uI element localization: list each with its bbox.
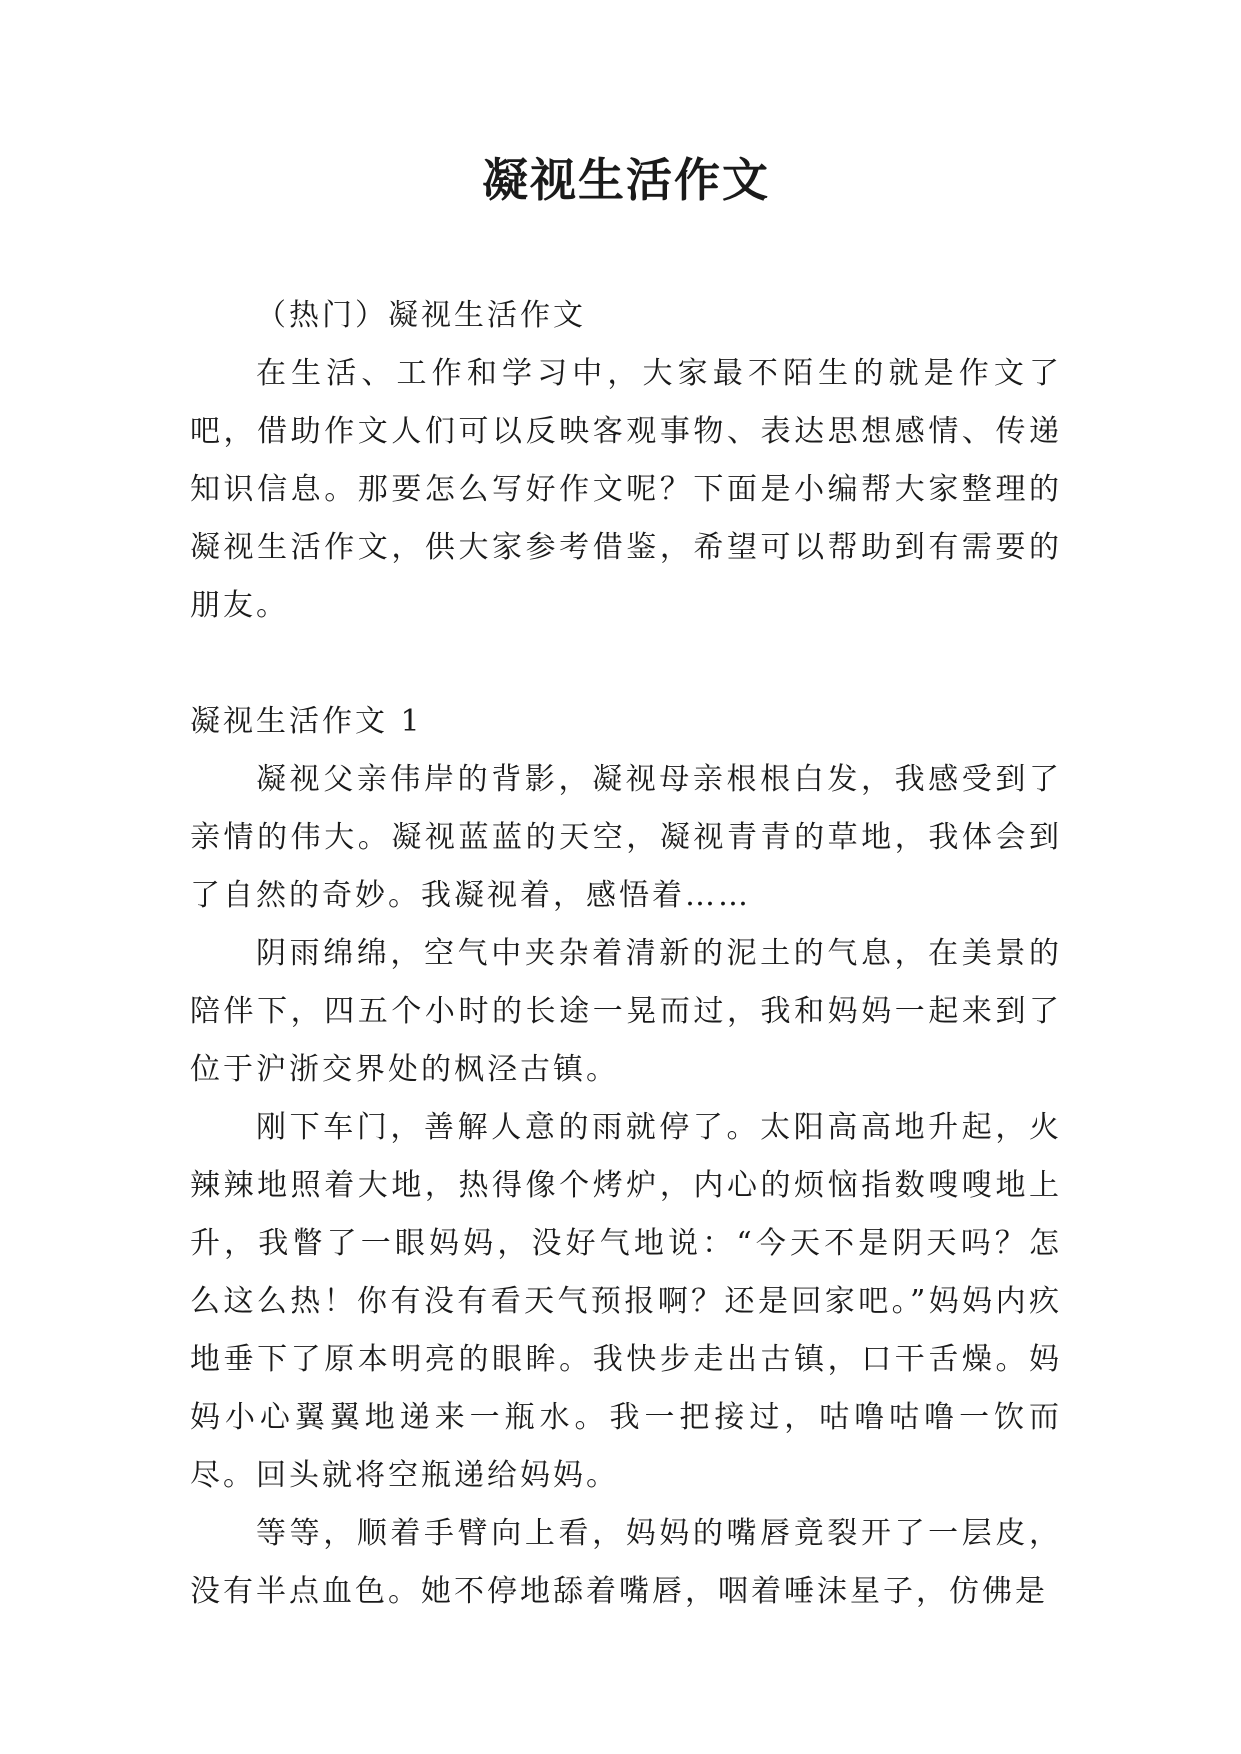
document-subtitle: （热门）凝视生活作文: [256, 298, 586, 333]
intro-paragraph: 在生活、工作和学习中，大家最不陌生的就是作文了吧，借助作文人们可以反映客观事物、表达思想感情、传递知识信息。那要怎么写好作文呢？下面是小编帮大家整理的凝视生活作文，供大家参考借鉴，希望可以帮助到有需要的朋友。: [190, 356, 1062, 623]
paragraph-2: 阴雨绵绵，空气中夹杂着清新的泥土的气息，在美景的陪伴下，四五个小时的长途一晃而过，我和妈妈一起来到了位于沪浙交界处的枫泾古镇。: [190, 936, 1062, 1087]
paragraph-3: 刚下车门，善解人意的雨就停了。太阳高高地升起，火辣辣地照着大地，热得像个烤炉，内心的烦恼指数嗖嗖地上升，我瞥了一眼妈妈，没好气地说：“今天不是阴天吗？怎么这么热！你有没有看天气预报啊？还是回家吧。”妈妈内疚地垂下了原本明亮的眼眸。我快步走出古镇，口干舌燥。妈妈小心翼翼地递来一瓶水。我一把接过，咕噜咕噜一饮而尽。回头就将空瓶递给妈妈。: [190, 1110, 1062, 1493]
document-page: [190, 0, 1062, 1754]
paragraph-1: 凝视父亲伟岸的背影，凝视母亲根根白发，我感受到了亲情的伟大。凝视蓝蓝的天空，凝视青青的草地，我体会到了自然的奇妙。我凝视着，感悟着……: [190, 762, 1062, 913]
document-body: [190, 287, 1062, 1621]
section-heading: 凝视生活作文 1: [190, 704, 423, 739]
document-title: 凝视生活作文: [482, 153, 770, 207]
paragraph-4: 等等，顺着手臂向上看，妈妈的嘴唇竟裂开了一层皮，没有半点血色。她不停地舔着嘴唇，咽着唾沫星子，仿佛是: [190, 1516, 1062, 1609]
